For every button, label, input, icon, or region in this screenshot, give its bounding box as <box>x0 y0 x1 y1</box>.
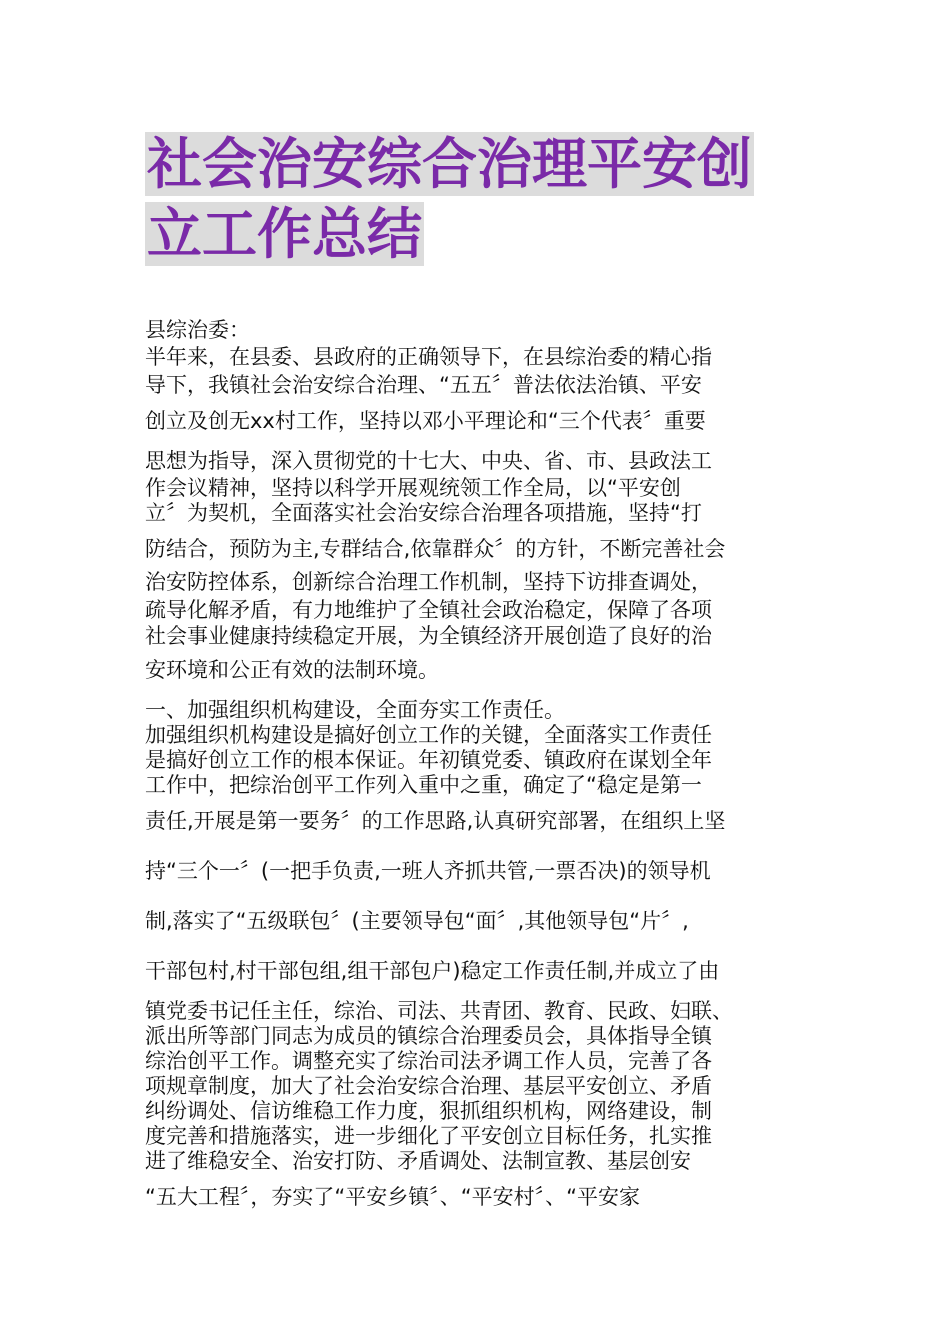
body-line: 纠纷调处、信访维稳工作力度，狠抓组织机构，网络建设，制 <box>145 1099 712 1123</box>
body-line: 思想为指导，深入贯彻党的十七大、中央、省、市、县政法工 <box>145 449 712 473</box>
body-line: 责任,开展是第一要务〞的工作思路,认真研究部署，在组织上坚 <box>145 809 726 833</box>
document-title-line-2: 立工作总结 <box>147 202 423 266</box>
body-line: 防结合，预防为主,专群结合,依靠群众〞的方针，不断完善社会 <box>145 537 726 561</box>
body-line: 疏导化解矛盾，有力地维护了全镇社会政治稳定，保障了各项 <box>145 598 712 622</box>
document-title-line-1: 社会治安综合治理平安创 <box>147 132 753 196</box>
body-line: 社会事业健康持续稳定开展，为全镇经济开展创造了良好的治 <box>145 624 712 648</box>
body-line: 半年来，在县委、县政府的正确领导下，在县综治委的精心指 <box>145 345 712 369</box>
body-line: 项规章制度，加大了社会治安综合治理、基层平安创立、矛盾 <box>145 1074 712 1098</box>
body-line: 进了维稳安全、治安打防、矛盾调处、法制宣教、基层创安 <box>145 1149 691 1173</box>
body-line: 安环境和公正有效的法制环境。 <box>145 658 439 682</box>
body-line: 工作中，把综治创平工作列入重中之重，确定了“稳定是第一 <box>145 773 702 797</box>
body-line: 度完善和措施落实，进一步细化了平安创立目标任务，扎实推 <box>145 1124 712 1148</box>
body-line: 镇党委书记任主任，综治、司法、共青团、教育、民政、妇联、 <box>145 999 733 1023</box>
body-line: 作会议精神，坚持以科学开展观统领工作全局，以“平安创 <box>145 476 681 500</box>
section-heading: 一、加强组织机构建设，全面夯实工作责任。 <box>145 698 565 722</box>
body-line: 是搞好创立工作的根本保证。年初镇党委、镇政府在谋划全年 <box>145 748 712 772</box>
body-line: “五大工程〞，夯实了“平安乡镇〞、“平安村〞、“平安家 <box>145 1185 641 1209</box>
body-line: 制,落实了“五级联包〞(主要领导包“面〞,其他领导包“片〞, <box>145 909 689 933</box>
body-line: 县综治委： <box>145 318 250 342</box>
body-line: 干部包村,村干部包组,组干部包户)稳定工作责任制,并成立了由 <box>145 959 720 983</box>
body-line: 持“三个一〞(一把手负责,一班人齐抓共管,一票否决)的领导机 <box>145 859 711 883</box>
body-line: 派出所等部门同志为成员的镇综合治理委员会，具体指导全镇 <box>145 1024 712 1048</box>
body-line: 加强组织机构建设是搞好创立工作的关键，全面落实工作责任 <box>145 723 712 747</box>
body-line: 创立及创无xx村工作，坚持以邓小平理论和“三个代表〞重要 <box>145 409 706 433</box>
body-line: 综治创平工作。调整充实了综治司法矛调工作人员，完善了各 <box>145 1049 712 1073</box>
body-line: 立〞为契机，全面落实社会治安综合治理各项措施，坚持“打 <box>145 501 702 525</box>
body-line: 导下，我镇社会治安综合治理、“五五〞普法依法治镇、平安 <box>145 373 702 397</box>
body-line: 治安防控体系，创新综合治理工作机制，坚持下访排查调处， <box>145 570 712 594</box>
